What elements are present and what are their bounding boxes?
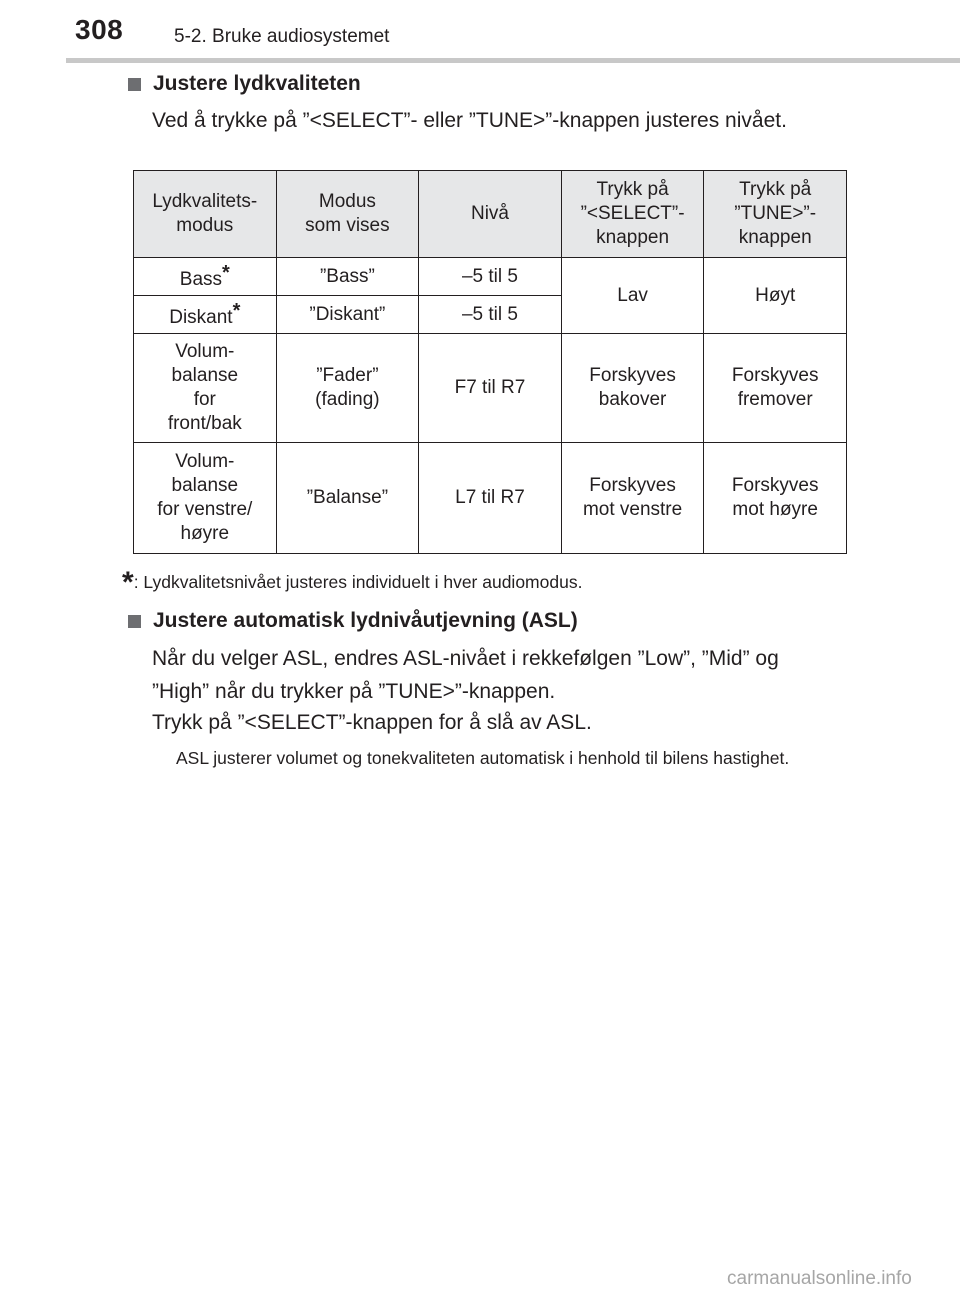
square-bullet-icon [128, 78, 141, 91]
intro-paragraph: Ved å trykke på ”<SELECT”- eller ”TUNE>”-knappen justeres nivået. [152, 109, 787, 132]
table-row [134, 443, 847, 554]
table-cell: ”Diskant” [276, 296, 419, 334]
header-divider [66, 58, 960, 63]
footnote-marker: * [222, 262, 230, 284]
footnote [122, 566, 582, 600]
table-cell: Forskyves fremover [704, 334, 847, 443]
table-cell: F7 til R7 [419, 334, 562, 443]
heading-text: Justere automatisk lydnivåutjevning (ASL) [153, 609, 578, 632]
sound-quality-table [133, 170, 847, 554]
table-cell: Bass* [134, 258, 277, 296]
table-cell: Forskyves bakover [561, 334, 704, 443]
header-cell: Lydkvalitets- modus [134, 171, 277, 258]
header-cell: Nivå [419, 171, 562, 258]
heading-asl [128, 609, 578, 633]
table-cell: ”Balanse” [276, 443, 419, 554]
page-number: 308 [75, 14, 124, 45]
footnote-marker: * [232, 300, 241, 322]
footnote-text: : Lydkvalitetsnivået justeres individuelt i hver audiomodus. [133, 572, 583, 592]
asl-paragraph: Når du velger ASL, endres ASL-nivået i rekkefølgen ”Low”, ”Mid” og ”High” når du trykker på ”TUNE>”-knappen. [152, 647, 779, 703]
footnote-star: * [122, 566, 134, 599]
header-cell: Modus som vises [276, 171, 419, 258]
table-cell: Forskyves mot venstre [561, 443, 704, 554]
table-cell: ”Bass” [276, 258, 419, 296]
table-header-row [134, 171, 847, 258]
asl-off-paragraph: Trykk på ”<SELECT”-knappen for å slå av ASL. [152, 711, 592, 734]
table-cell: Lav [561, 258, 704, 334]
table-cell: Volum- balanse for venstre/ høyre [134, 443, 277, 554]
table-cell: Volum- balanse for front/bak [134, 334, 277, 443]
table-cell: L7 til R7 [419, 443, 562, 554]
heading-sound-quality [128, 72, 361, 96]
table-cell: –5 til 5 [419, 258, 562, 296]
table-cell: ”Fader” (fading) [276, 334, 419, 443]
square-bullet-icon [128, 615, 141, 628]
table-row [134, 258, 847, 296]
asl-note: ASL justerer volumet og tonekvaliteten automatisk i henhold til bilens hastighet. [176, 748, 790, 768]
header-cell: Trykk på ”TUNE>”- knappen [704, 171, 847, 258]
table-cell: –5 til 5 [419, 296, 562, 334]
table-cell: Høyt [704, 258, 847, 334]
section-title: 5-2. Bruke audiosystemet [174, 26, 390, 47]
table-row [134, 334, 847, 443]
heading-text: Justere lydkvaliteten [153, 72, 361, 95]
watermark: carmanualsonline.info [727, 1268, 912, 1289]
header-cell: Trykk på ”<SELECT”- knappen [561, 171, 704, 258]
table-cell: Diskant* [134, 296, 277, 334]
table-cell: Forskyves mot høyre [704, 443, 847, 554]
